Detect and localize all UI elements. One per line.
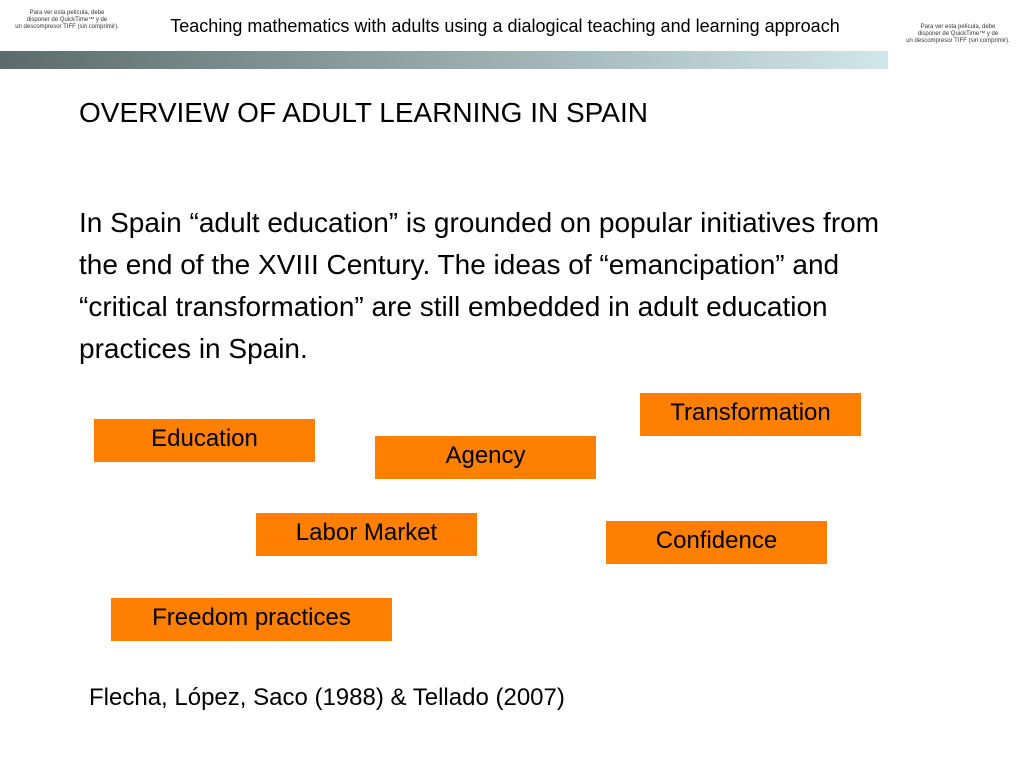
quicktime-placeholder-left xyxy=(0,10,134,31)
quicktime-notice-line: disponer de QuickTime™ y de xyxy=(917,31,999,37)
quicktime-notice-line: Para ver esta película, debe xyxy=(29,10,105,16)
tag-transformation: Transformation xyxy=(639,392,862,437)
presentation-title: Teaching mathematics with adults using a dialogical teaching and learning approach xyxy=(170,16,840,36)
quicktime-notice-line: Para ver esta película, debe xyxy=(920,24,996,30)
tag-labor-market: Labor Market xyxy=(255,512,478,557)
quicktime-notice-line: disponer de QuickTime™ y de xyxy=(26,17,108,23)
citation: Flecha, López, Saco (1988) & Tellado (2007) xyxy=(89,684,565,711)
tag-confidence: Confidence xyxy=(605,520,828,565)
quicktime-notice-line: un descompresor TIFF (sin comprimir). xyxy=(15,24,119,30)
slide-heading: OVERVIEW OF ADULT LEARNING IN SPAIN xyxy=(79,97,648,128)
quicktime-notice-line: un descompresor TIFF (sin comprimir). xyxy=(906,38,1010,44)
tag-agency: Agency xyxy=(374,435,597,480)
header-gradient-bar xyxy=(0,51,888,69)
slide-body-text: In Spain “adult education” is grounded on popular initiatives from the end of the XVIII Century. The ideas of “emancipation” and “critical transformation” are still embedded in adult education practices in Spain. xyxy=(79,207,880,364)
quicktime-placeholder-right xyxy=(892,24,1024,45)
tag-education: Education xyxy=(93,418,316,463)
tag-freedom-practices: Freedom practices xyxy=(110,597,393,642)
